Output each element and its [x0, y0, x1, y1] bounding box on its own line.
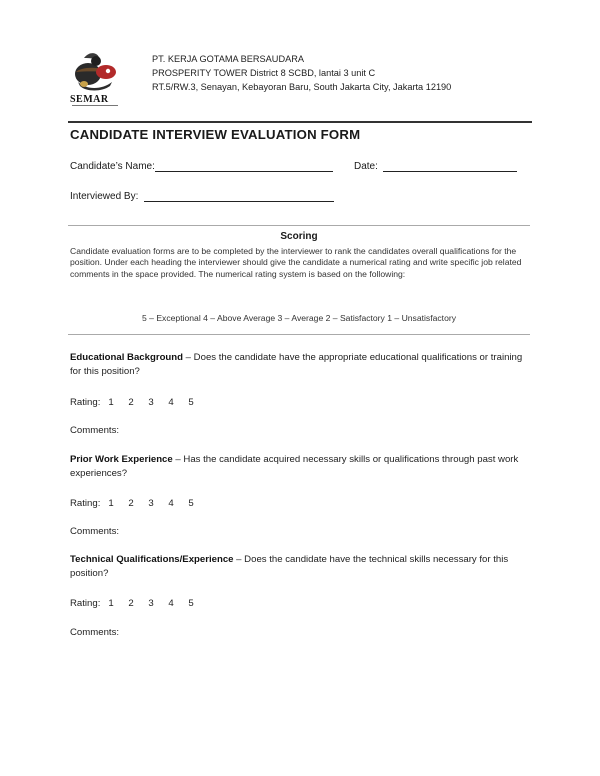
form-title: CANDIDATE INTERVIEW EVALUATION FORM	[70, 127, 361, 142]
rating-option-2[interactable]: 2	[128, 397, 134, 408]
question-heading: Prior Work Experience	[70, 454, 173, 465]
rating-option-5[interactable]: 5	[188, 397, 194, 408]
rating-option-5[interactable]: 5	[188, 498, 194, 509]
scoring-heading: Scoring	[280, 231, 318, 242]
header-divider	[68, 121, 532, 123]
question-prior-work-experience	[70, 453, 530, 481]
rating-option-3[interactable]: 3	[148, 598, 154, 609]
question-heading: Educational Background	[70, 352, 184, 363]
rating-option-3[interactable]: 3	[148, 498, 154, 509]
rating-option-2[interactable]: 2	[128, 498, 134, 509]
rating-option-1[interactable]: 1	[108, 397, 114, 408]
interviewed-by-field[interactable]	[144, 190, 334, 202]
company-name: PT. KERJA GOTAMA BERSAUDARA	[152, 54, 304, 64]
date-label: Date:	[354, 161, 378, 172]
logo-wordmark: SEMAR	[70, 94, 109, 105]
interviewed-by-label: Interviewed By:	[70, 191, 139, 202]
question-text: – Does the candidate have the appropriate educational qualifications or training for this position?	[70, 352, 523, 377]
rating-row-educational	[70, 397, 208, 408]
comments-technical[interactable]: Comments:	[70, 627, 120, 638]
rating-label: Rating:	[70, 498, 101, 509]
rating-label: Rating:	[70, 397, 101, 408]
comments-educational[interactable]: Comments:	[70, 425, 120, 436]
candidate-name-label: Candidate’s Name:	[70, 161, 155, 172]
company-logo	[66, 44, 126, 108]
question-technical-qualifications	[70, 553, 530, 581]
rating-option-1[interactable]: 1	[108, 498, 114, 509]
question-heading: Technical Qualifications/Experience	[70, 554, 234, 565]
rating-option-4[interactable]: 4	[168, 397, 174, 408]
date-field[interactable]	[383, 160, 517, 172]
rating-label: Rating:	[70, 598, 101, 609]
date-row	[354, 160, 517, 172]
scoring-bottom-divider	[68, 334, 530, 335]
company-address-line-1: PROSPERITY TOWER District 8 SCBD, lantai 3 unit C	[152, 68, 376, 78]
rating-option-1[interactable]: 1	[108, 598, 114, 609]
rating-option-3[interactable]: 3	[148, 397, 154, 408]
candidate-name-field[interactable]	[155, 160, 333, 172]
rating-option-4[interactable]: 4	[168, 498, 174, 509]
logo-tagline	[72, 105, 118, 106]
interviewed-by-row	[70, 190, 334, 202]
rating-option-5[interactable]: 5	[188, 598, 194, 609]
company-address-line-2: RT.5/RW.3, Senayan, Kebayoran Baru, South Jakarta City, Jakarta 12190	[152, 82, 452, 92]
question-text: – Does the candidate have the technical skills necessary for this position?	[70, 554, 509, 579]
rating-scale: 5 – Exceptional 4 – Above Average 3 – Average 2 – Satisfactory 1 – Unsatisfactory	[141, 313, 457, 323]
scoring-top-divider	[68, 225, 530, 226]
question-educational-background	[70, 351, 530, 379]
company-address	[152, 52, 451, 94]
rating-row-technical	[70, 598, 208, 609]
scoring-description: Candidate evaluation forms are to be completed by the interviewer to rank the candidates overall qualifications for the position. Under each heading the interviewer should give the candidate a numerical rating and write specific job related comments in the space provided. The numerical rating system is based on the following:	[70, 246, 522, 279]
question-text: – Has the candidate acquired necessary skills or qualifications through past work experiences?	[70, 454, 519, 479]
rating-option-4[interactable]: 4	[168, 598, 174, 609]
candidate-name-row	[70, 160, 333, 172]
rating-row-work-experience	[70, 498, 208, 509]
comments-work-experience[interactable]: Comments:	[70, 526, 120, 537]
rating-option-2[interactable]: 2	[128, 598, 134, 609]
